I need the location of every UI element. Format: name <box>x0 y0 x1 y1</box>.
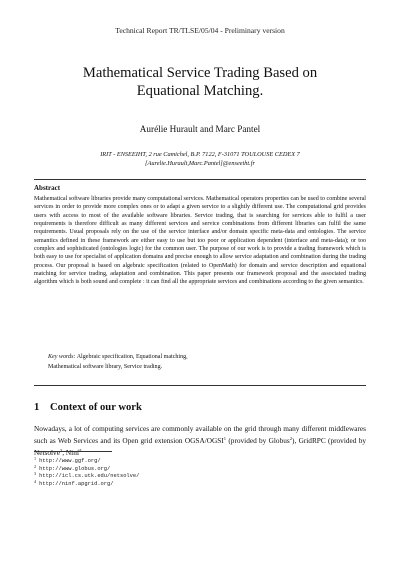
title-line-1: Mathematical Service Trading Based on <box>82 65 318 81</box>
footnote-1-mark: 1 <box>34 456 37 461</box>
footnote-3-mark: 3 <box>34 471 37 476</box>
footnote-rule <box>34 451 112 452</box>
section-paragraph <box>34 424 366 459</box>
keywords-label: Key words: <box>48 354 76 360</box>
section-number: 1 <box>34 402 40 413</box>
keywords-values-2: Mathematical software library, Service trading. <box>48 363 163 370</box>
affiliation-email: [Aurelie.Hurault,Marc.Pantel]@enseeiht.fr <box>145 160 255 167</box>
title-line-2: Equational Matching. <box>136 83 264 99</box>
paragraph-text-3: ), GridRPC (provided by Netsolve <box>34 436 366 458</box>
section-title: Context of our work <box>50 402 142 413</box>
authors: Aurélie Hurault and Marc Pantel <box>139 124 261 134</box>
footnote-4[interactable] <box>34 478 114 488</box>
abstract-heading: Abstract <box>34 184 61 192</box>
footnote-mark-2: 2 <box>289 436 293 442</box>
footnote-mark-1: 1 <box>223 436 227 442</box>
footnote-mark-4: 4 <box>79 448 82 454</box>
paper-title <box>40 64 360 100</box>
footnote-3-link[interactable]: http://icl.cs.utk.edu/netsolve/ <box>39 473 140 479</box>
footnote-2-link[interactable]: http://www.globus.org/ <box>39 465 111 472</box>
paragraph-text-4: , Ninf <box>62 448 80 458</box>
abstract-bottom-rule <box>34 385 366 386</box>
paragraph-text-1: Nowadays, a lot of computing services are commonly available on the grid through many different middlewares such as Web Services and its Open grid extension OGSA/OGSI <box>34 424 366 446</box>
footnote-mark-3: 3 <box>59 448 63 454</box>
footnote-1-link[interactable]: http://www.ggf.org/ <box>39 458 101 464</box>
affiliation <box>0 150 400 168</box>
section-heading <box>34 402 142 413</box>
footnote-2-mark: 2 <box>34 463 37 469</box>
affiliation-address: IRIT - ENSEEIHT, 2 rue Camichel, B.P. 7122, F-31071 TOULOUSE CEDEX 7 <box>100 151 300 158</box>
paragraph-text-2: (provided by Globus <box>226 436 290 446</box>
footnote-4-link[interactable]: http://ninf.apgrid.org/ <box>39 480 114 487</box>
footnote-4-mark: 4 <box>34 478 37 484</box>
keywords <box>48 353 348 372</box>
report-header: Technical Report TR/TLSE/05/04 - Preliminary version <box>115 26 285 35</box>
keywords-line-1 <box>48 353 348 363</box>
abstract-text: Mathematical software libraries provide many computational services. Mathematical operators properties can be used to combine several services in order to provide more complex ones or to adapt a given service to a slightly different use. The computational grid provides users with access to most of the available software libraries. Service trading, that is searching for services able to fulfil a user requirements is therefore difficult as many different services and service combinations from different libraries can fulfil the same requirements. Usual proposals rely on the use of the service interface and/or domain specific meta-data and ontologies. The service semantics defined in these framework are either easy to use but too poor or application dependent (interface and meta-data); or too complex and sophisticated (ontologies logic) for the common user. The purpose of our work is to provide a trading framework which is both easy to use for specialist of application domains and precise enough to allow service adaptation and combination during the trading process. Our proposal is based on algebraic specification (related to OpenMath) for domain and service description and equational matching for service trading, adaptation and combination. This paper presents our framework proposal and the associated trading algorithm which is both sound and complete : it can find all the appropriate services and combinations according to the given semantics. <box>34 196 366 286</box>
abstract-top-rule <box>34 179 366 180</box>
keywords-values-1: Algebraic specification, Equational matching, <box>76 354 188 360</box>
